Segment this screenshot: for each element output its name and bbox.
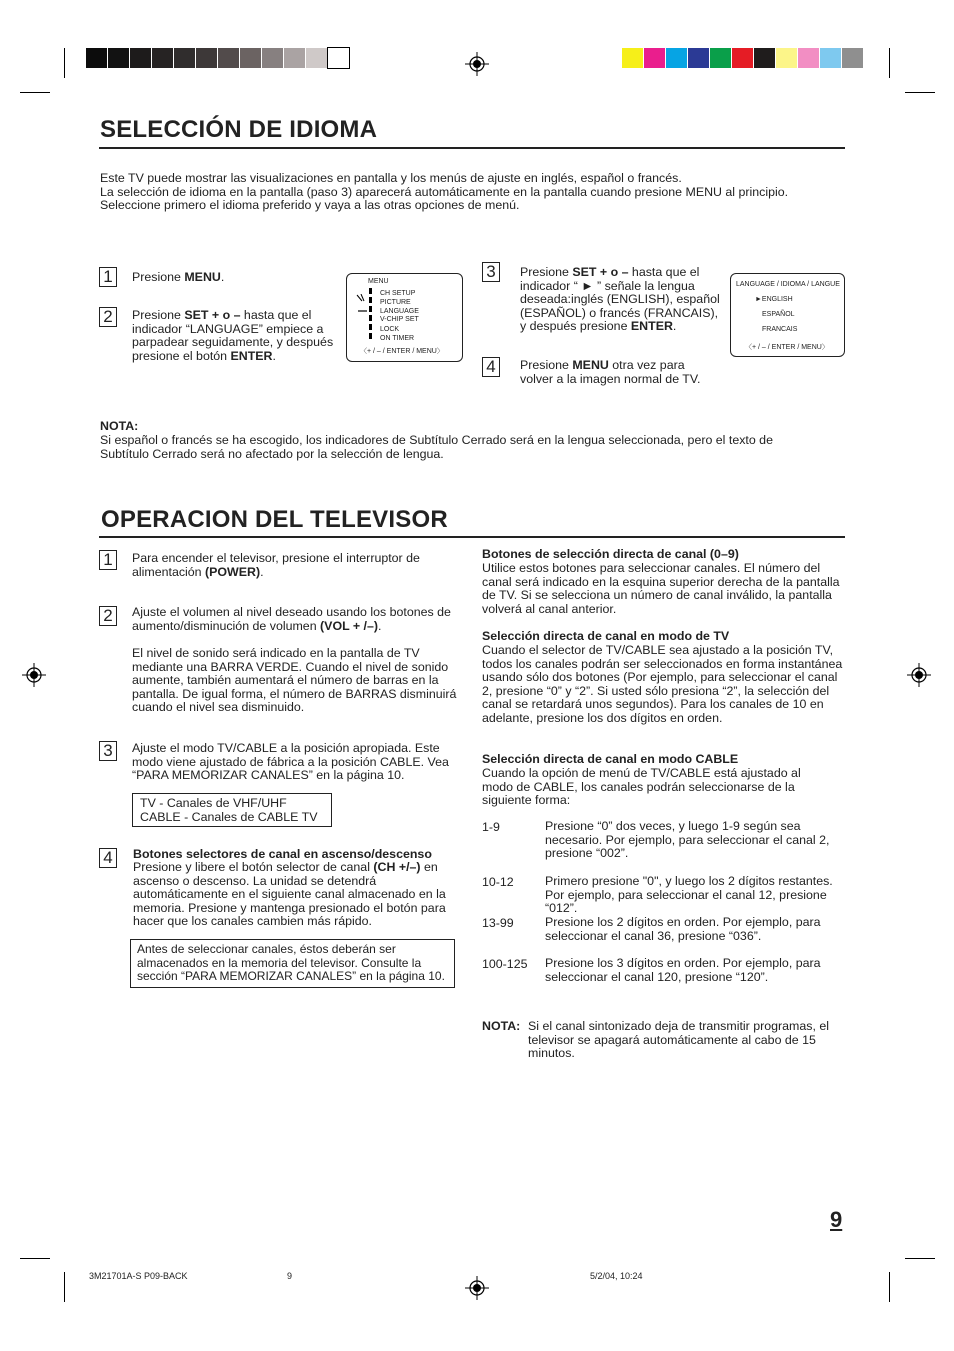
section-rule: [99, 536, 845, 538]
step-text: [132, 309, 337, 363]
screen-title: LANGUAGE / IDIOMA / LANGUE: [736, 281, 840, 288]
crop-mark: [20, 1258, 50, 1259]
nota-text: Si el canal sintonizado deja de transmitir programas, el televisor se apagará automáticamente al cabo de 15 minutos.: [528, 1019, 829, 1061]
step-heading: Botones selectores de canal en ascenso/descenso: [133, 847, 432, 861]
calibration-swatch: [218, 48, 239, 68]
section-title-operacion: OPERACION DEL TELEVISOR: [101, 506, 448, 533]
calibration-swatch: [666, 48, 687, 68]
step-text-part: Presione: [520, 358, 573, 372]
nota-label: NOTA:: [100, 419, 139, 433]
calibration-swatch: [328, 48, 349, 68]
step-text: [520, 266, 720, 334]
blinking-indicator-icon: [355, 294, 369, 316]
calibration-swatch: [306, 48, 327, 68]
calibration-swatch: [262, 48, 283, 68]
step-key: (CH +/–): [373, 860, 421, 874]
crop-mark: [20, 92, 50, 93]
screen-footer: 〈+ / – / ENTER / MENU〉: [745, 344, 829, 351]
calibration-swatch: [284, 48, 305, 68]
calibration-swatch: [776, 48, 797, 68]
color-calibration-bar: [622, 48, 864, 68]
crop-mark: [905, 92, 935, 93]
calibration-swatch: [152, 48, 173, 68]
screen-footer: 〈+ / – / ENTER / MENU〉: [360, 348, 444, 355]
screen-item: ON TIMER: [380, 335, 415, 342]
screen-indicator-bars: [369, 288, 372, 339]
step-key: ENTER: [230, 348, 273, 363]
registration-mark-icon: [22, 663, 46, 687]
calibration-swatch: [240, 48, 261, 68]
step-text-part: .: [378, 618, 382, 633]
step-text-part: hasta que el indicador “ ► ” señale la lengua deseada:inglés (ENGLISH), español (ESPAÑOL) o francés (FRANCAIS), y después presione: [520, 265, 720, 334]
step-text: [133, 861, 463, 929]
memory-note-box: Antes de seleccionar canales, éstos deberán ser almacenados en la memoria del televisor. Consulte la sección “PARA MEMORIZAR CANALES” en la página 10.: [130, 939, 455, 988]
crop-mark: [889, 1272, 890, 1302]
step-key: ENTER: [630, 319, 673, 334]
step-number: 2: [99, 307, 117, 327]
right-paragraph: Cuando la opción de menú de TV/CABLE está ajustado al modo de CABLE, los canales podrán seleccionarse de la siguiente forma:: [482, 766, 801, 808]
calibration-swatch: [108, 48, 129, 68]
calibration-swatch: [622, 48, 643, 68]
step-key: MENU: [184, 270, 221, 284]
step-number: 4: [99, 848, 117, 868]
step-text: Ajuste el modo TV/CABLE a la posición apropiada. Este modo viene ajustado de fábrica a la posición CABLE. Vea “PARA MEMORIZAR CANALES” en la página 10.: [132, 741, 449, 783]
calibration-swatch: [174, 48, 195, 68]
step-number: 2: [99, 606, 117, 626]
right-paragraph: Utilice estos botones para seleccionar canales. El número del canal será indicado en la esquina superior derecha de la pantalla de TV. Si se selecciona un número de canal inválido, la pantalla volverá al canal anterior.: [482, 561, 840, 616]
step-text-part: .: [220, 270, 225, 284]
intro-paragraph: [100, 172, 845, 213]
channel-range: 10-12: [482, 875, 514, 889]
step-text-part: en ascenso o descenso. La unidad se detendrá automáticamente en el siguiente canal almacenado en la memoria. Presione y mantenga presionado el botón para hacer que los canales cambien más rápido.: [133, 860, 446, 929]
screen-item: LOCK: [380, 326, 400, 333]
step-key: SET + o –: [184, 308, 241, 322]
step-number: 3: [99, 741, 117, 761]
step-text-part: otra vez para volver a la imagen normal de TV.: [520, 358, 701, 386]
step-text: [132, 606, 464, 633]
step-text: [132, 271, 332, 285]
footer-file-id: 3M21701A-S P09-BACK: [89, 1271, 188, 1281]
intro-line: Seleccione primero el idioma preferido y vaya a las otras opciones de menú.: [100, 198, 520, 213]
channel-instruction: Presione los 3 dígitos en orden. Por ejemplo, para seleccionar el canal 120, presione “120”.: [545, 956, 821, 984]
intro-line: Este TV puede mostrar las visualizaciones en pantalla y los menús de ajuste en inglés, español o francés.: [100, 171, 682, 185]
crop-mark: [64, 48, 65, 78]
step-text-part: Presione y libere el botón selector de canal: [133, 860, 374, 874]
page-number: 9: [830, 1207, 843, 1232]
mode-info-box: [132, 793, 332, 827]
right-paragraph: Cuando el selector de TV/CABLE sea ajustado a la posición TV, todos los canales podrán ser seleccionados en forma instantánea usando sólo dos botones (Por ejemplo, para seleccionar el canal 2, presione “0” y “2”. Si usted sólo presiona “2”, la selección del canal se retardará unos segundos). Para los canales de 10 en adelante, presione los dos dígitos en orden.: [482, 643, 843, 725]
calibration-swatch: [196, 48, 217, 68]
screen-item: CH SETUP: [380, 290, 416, 297]
step-key: SET + o –: [572, 265, 629, 279]
registration-mark-icon: [907, 663, 931, 687]
calibration-swatch: [644, 48, 665, 68]
calibration-swatch: [820, 48, 841, 68]
screen-item: V-CHIP SET: [380, 316, 419, 323]
calibration-swatch: [732, 48, 753, 68]
step-text-part: Presione: [132, 270, 185, 284]
step-text: [520, 359, 720, 386]
step-text-part: Para encender el televisor, presione el interruptor de alimentación: [132, 551, 420, 579]
menu-screen-diagram: [346, 273, 463, 362]
screen-item: ►ENGLISH: [755, 296, 793, 303]
screen-item: PICTURE: [380, 299, 411, 306]
step-key: (POWER): [205, 564, 261, 579]
gray-calibration-bar: [86, 48, 350, 68]
step-text-part: .: [272, 348, 276, 363]
screen-title: MENU: [368, 278, 389, 285]
calibration-swatch: [688, 48, 709, 68]
step-text-part: Presione: [520, 265, 573, 279]
channel-instruction: Presione “0” dos veces, y luego 1-9 según sea necesario. Por ejemplo, para seleccionar el canal 2, presione “002”.: [545, 819, 830, 861]
step-number: 1: [99, 550, 117, 570]
mode-info-line: CABLE - Canales de CABLE TV: [140, 810, 318, 824]
calibration-swatch: [798, 48, 819, 68]
calibration-swatch: [754, 48, 775, 68]
screen-item: FRANCAIS: [762, 326, 798, 333]
step-text: [132, 552, 462, 579]
step-key: (VOL + /–): [320, 618, 379, 633]
intro-line: La selección de idioma en la pantalla (paso 3) aparecerá automáticamente en la pantalla cuando presione MENU al principio.: [100, 184, 789, 199]
footer-timestamp: 5/2/04, 10:24: [590, 1271, 643, 1281]
calibration-swatch: [842, 48, 863, 68]
section-rule: [99, 147, 845, 149]
step-text-part: Presione: [132, 308, 185, 322]
mode-info-line: TV - Canales de VHF/UHF: [140, 796, 287, 810]
channel-range: 100-125: [482, 957, 528, 971]
channel-instruction: Primero presione "0", y luego los 2 dígitos restantes. Por ejemplo, para seleccionar el canal 12, presione “012”.: [545, 874, 833, 916]
registration-mark-icon: [465, 1276, 489, 1300]
calibration-swatch: [130, 48, 151, 68]
calibration-swatch: [710, 48, 731, 68]
subheading: Botones de selección directa de canal (0–9): [482, 547, 739, 561]
channel-range: 13-99: [482, 916, 514, 930]
footer-page: 9: [287, 1271, 293, 1281]
step-key: MENU: [572, 358, 609, 372]
screen-item: LANGUAGE: [380, 308, 419, 315]
step-number: 1: [99, 267, 117, 287]
registration-mark-icon: [465, 52, 489, 76]
language-screen-diagram: [730, 273, 845, 357]
step-text-part: .: [260, 564, 264, 579]
screen-item: ESPAÑOL: [762, 311, 795, 318]
step-text-part: .: [672, 319, 677, 334]
crop-mark: [64, 1272, 65, 1302]
crop-mark: [889, 48, 890, 78]
step-text-part: Ajuste el volumen al nivel deseado usando los botones de aumento/disminución de volumen: [132, 605, 451, 633]
step-extra-text: El nivel de sonido será indicado en la pantalla de TV mediante una BARRA VERDE. Cuando el nivel de sonido aumente, también aumentará el número de barras en la pantalla. De igual forma, el número de BARRAS disminuirá cuando el nivel sea disminuido.: [132, 646, 457, 715]
nota-label: NOTA:: [482, 1019, 521, 1033]
channel-instruction: Presione los 2 dígitos en orden. Por ejemplo, para seleccionar el canal 36, presione “036”.: [545, 915, 821, 943]
subheading: Selección directa de canal en modo de TV: [482, 629, 730, 643]
calibration-swatch: [86, 48, 107, 68]
step-number: 4: [482, 357, 500, 377]
crop-mark: [905, 1258, 935, 1259]
step-number: 3: [482, 262, 500, 282]
step-text-part: hasta que el indicador “LANGUAGE” empiece a parpadear seguidamente, y después presione el botón: [132, 308, 334, 363]
subheading: Selección directa de canal en modo CABLE: [482, 752, 739, 766]
channel-range: 1-9: [482, 820, 500, 834]
nota-text: Si español o francés se ha escogido, los indicadores de Subtítulo Cerrado será en la lengua seleccionada, pero el texto de Subtítulo Cerrado será no afectado por la selección de lengua.: [100, 433, 773, 461]
section-title-idioma: SELECCIÓN DE IDIOMA: [100, 116, 378, 143]
